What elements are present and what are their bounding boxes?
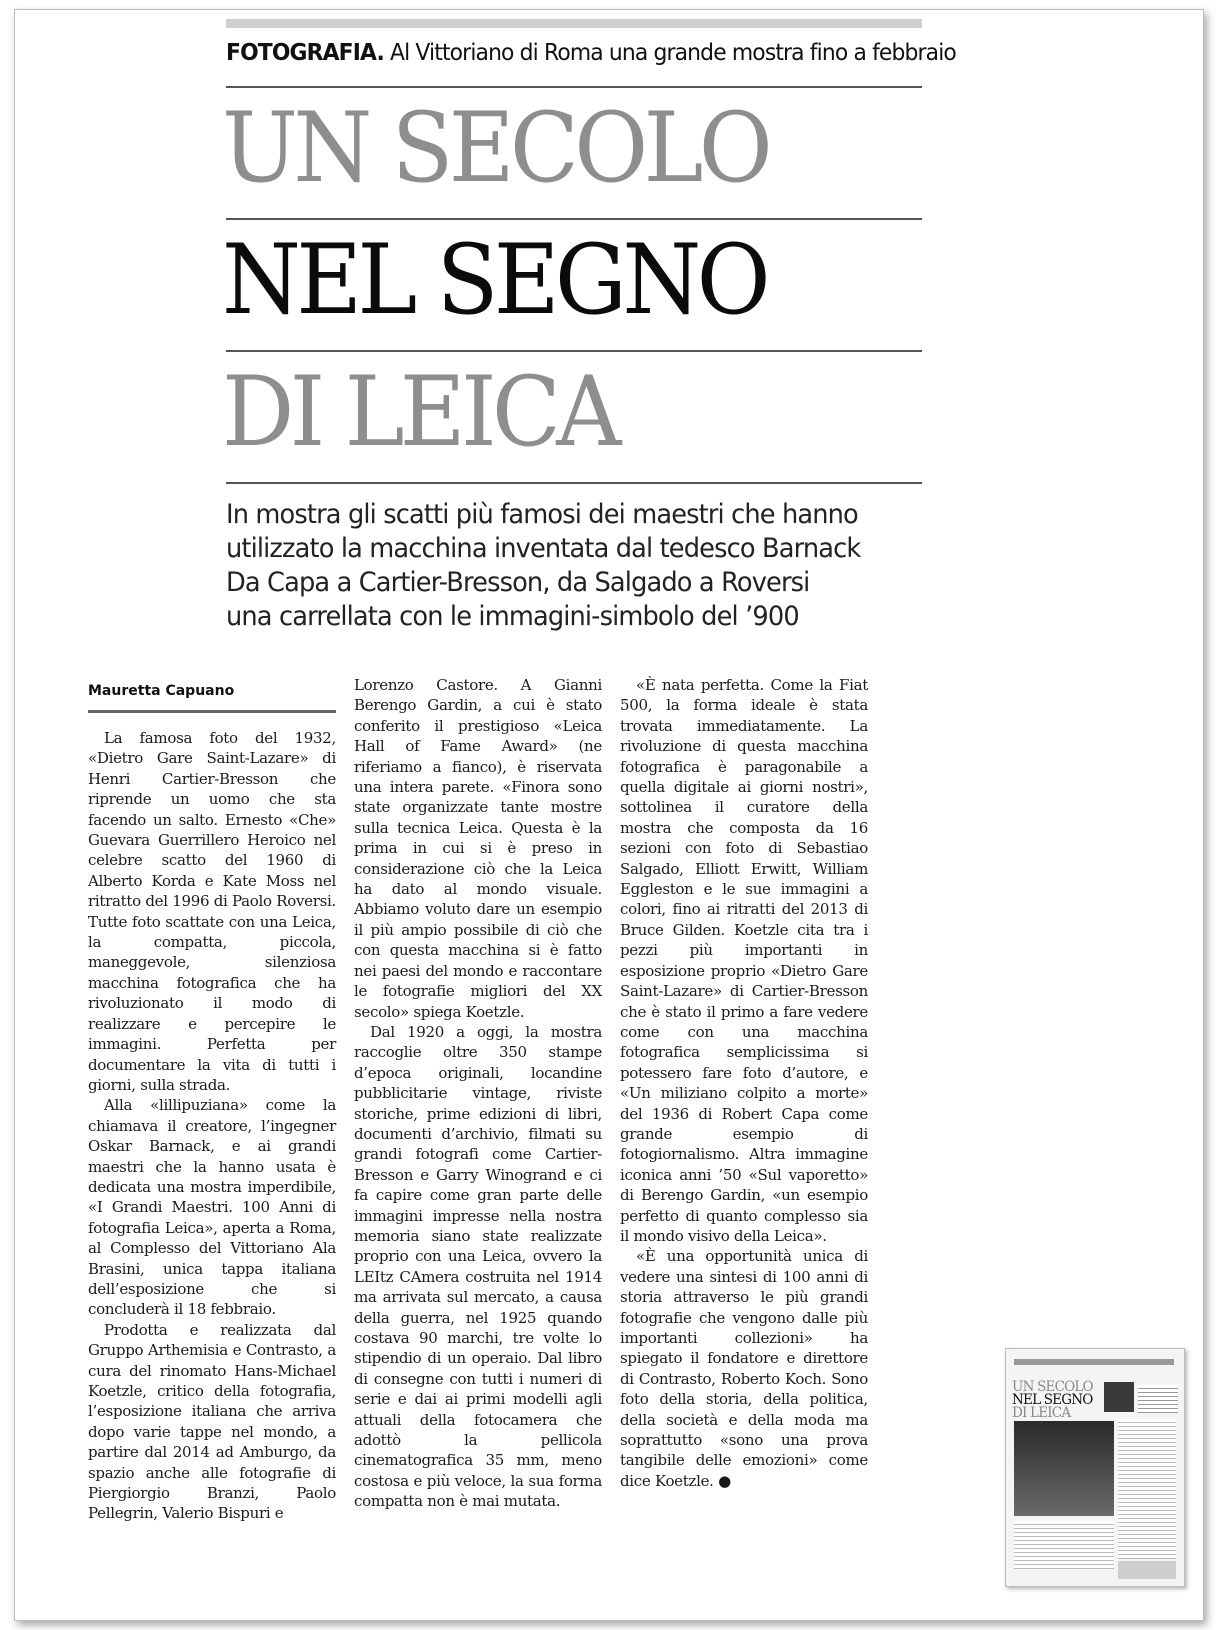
byline-rule <box>88 710 336 713</box>
paragraph: Lorenzo Castore. A Gianni Berengo Gardin, a cui è stato conferito il prestigioso «Leica Hall of Fame Award» (ne riferiamo a fianco), è riservata una intera parete. «Finora sono state organizzate tante mostre sulla tecnica Leica. Questa è la prima in cui si è preso in considerazione ciò che la Leica ha dato al mondo visuale. Abbiamo voluto dare un esempio il più ampio possibile di ciò che con questa macchina si è fatto nei paesi del mondo e raccontare le fotografie migliori del XX secolo» spiega Koetzle. <box>354 676 602 1021</box>
paragraph: Prodotta e realizzata dal Gruppo Arthemisia e Contrasto, a cura del rinomato Hans-Michael Koetzle, critico della fotografia, l’esposizione italiana che arriva dopo varie tappe nel mondo, a partire dal 2014 ad Amburgo, da spazio anche alle fotografie di Piergiorgio Branzi, Paolo Pellegrin, Valerio Bispuri e <box>88 1320 336 1523</box>
column-3 <box>620 675 868 1491</box>
kicker <box>226 40 956 66</box>
paragraph: «È una opportunità unica di vedere una sintesi di 100 anni di storia attraverso le più grandi fotografie che vengono dalle più importanti collezioni» ha spiegato il fondatore e direttore di Contrasto, Roberto Koch. Sono foto della storia, della politica, della società e della moda ma soprattutto «sono una prova tangibile delle emozioni» come dice Koetzle. ● <box>620 1247 868 1490</box>
rule-4 <box>226 482 922 484</box>
kicker-section: FOTOGRAFIA. <box>226 40 384 66</box>
thumbnail-text-block <box>1014 1521 1114 1569</box>
thumbnail-caption <box>1138 1385 1178 1413</box>
thumbnail-photo <box>1104 1382 1134 1412</box>
thumbnail-image <box>1014 1421 1114 1516</box>
page-thumbnail <box>1005 1348 1185 1587</box>
paragraph: Alla «lillipuziana» come la chiamava il creatore, l’ingegner Oskar Barnack, e ai grandi maestri che la hanno usata è dedicata una mostra imperdibile, «I Grandi Maestri. 100 Anni di fotografia Leica», aperta a Roma, al Complesso del Vittoriano Ala Brasini, unica tappa italiana dell’esposizione che si concluderà il 18 febbraio. <box>88 1096 336 1319</box>
thumbnail-text-column <box>1118 1419 1176 1559</box>
paragraph: La famosa foto del 1932, «Dietro Gare Saint-Lazare» di Henri Cartier-Bresson che riprende un uomo che sta facendo un salto. Ernesto «Che» Guevara Guerrillero Heroico nel celebre scatto del 1960 di Alberto Korda e Kate Moss nel ritratto del 1996 di Paolo Roversi. Tutte foto scattate con una Leica, la compatta, piccola, maneggevole, silenziosa macchina fotografica che ha rivoluzionato il modo di realizzare e percepire le immagini. Perfetta per documentare la vita di tutti i giorni, sulla strada. <box>88 729 336 1094</box>
headline-line-1: UN SECOLO <box>222 92 769 204</box>
thumbnail-headline-3: DI LEICA <box>1012 1405 1071 1421</box>
deck <box>226 498 926 634</box>
deck-line: Da Capa a Cartier-Bresson, da Salgado a Roversi <box>226 567 810 598</box>
rule-1 <box>226 86 922 88</box>
headline-line-3: DI LEICA <box>222 356 617 468</box>
thumbnail-headline-2: NEL SEGNO <box>1012 1392 1093 1408</box>
rule-2 <box>226 218 922 220</box>
deck-line: una carrellata con le immagini-simbolo del ’900 <box>226 601 799 632</box>
column-1 <box>88 728 336 1524</box>
headline-line-2: NEL SEGNO <box>222 224 766 336</box>
top-bar <box>226 19 922 28</box>
kicker-text: Al Vittoriano di Roma una grande mostra fino a febbraio <box>390 40 956 66</box>
byline: Mauretta Capuano <box>88 683 235 699</box>
deck-line: In mostra gli scatti più famosi dei maestri che hanno <box>226 499 858 530</box>
thumbnail-headline-1: UN SECOLO <box>1012 1379 1093 1395</box>
thumbnail-bar <box>1014 1359 1174 1365</box>
column-2 <box>354 675 602 1512</box>
deck-line: utilizzato la macchina inventata dal tedesco Barnack <box>226 533 861 564</box>
rule-3 <box>226 350 922 352</box>
paragraph: «È nata perfetta. Come la Fiat 500, la forma ideale è stata trovata immediatamente. La rivoluzione di questa macchina fotografica è paragonabile a quella digitale ai giorni nostri», sottolinea il curatore della mostra che composta da 16 sezioni con foto di Sebastiao Salgado, Elliott Erwitt, William Eggleston e le sue immagini a colori, fino ai ritratti del 2013 di Bruce Gilden. Koetzle cita tra i pezzi più importanti in esposizione proprio «Dietro Gare Saint-Lazare» di Cartier-Bresson che è stato il primo a fare vedere come con una macchina fotografica semplicissima si potessero fare foto d’autore, e «Un miliziano colpito a morte» del 1936 di Robert Capa come grande esempio di fotogiornalismo. Altra immagine iconica anni ’50 «Sul vaporetto» di Berengo Gardin, «un esempio perfetto di quanto complesso sia il mondo visivo della Leica». <box>620 676 868 1245</box>
thumbnail-ad <box>1118 1561 1176 1579</box>
paragraph: Dal 1920 a oggi, la mostra raccoglie oltre 350 stampe d’epoca originali, locandine pubblicitarie vintage, riviste storiche, prime edizioni di libri, documenti d’archivio, filmati su grandi fotografi come Cartier-Bresson e Garry Winogrand e ci fa capire come gran parte delle immagini impresse nella nostra memoria siano state realizzate proprio con una Leica, ovvero la LEItz CAmera costruita nel 1914 ma arrivata sul mercato, a causa della guerra, nel 1925 quando costava 90 marchi, tre volte lo stipendio di un operaio. Dal libro di consegne con tutti i numeri di serie e dai ai primi modelli agli attuali della fotocamera che adottò la pellicola cinematografica 35 mm, meno costosa e più veloce, la sua forma compatta non è mai mutata. <box>354 1022 602 1511</box>
